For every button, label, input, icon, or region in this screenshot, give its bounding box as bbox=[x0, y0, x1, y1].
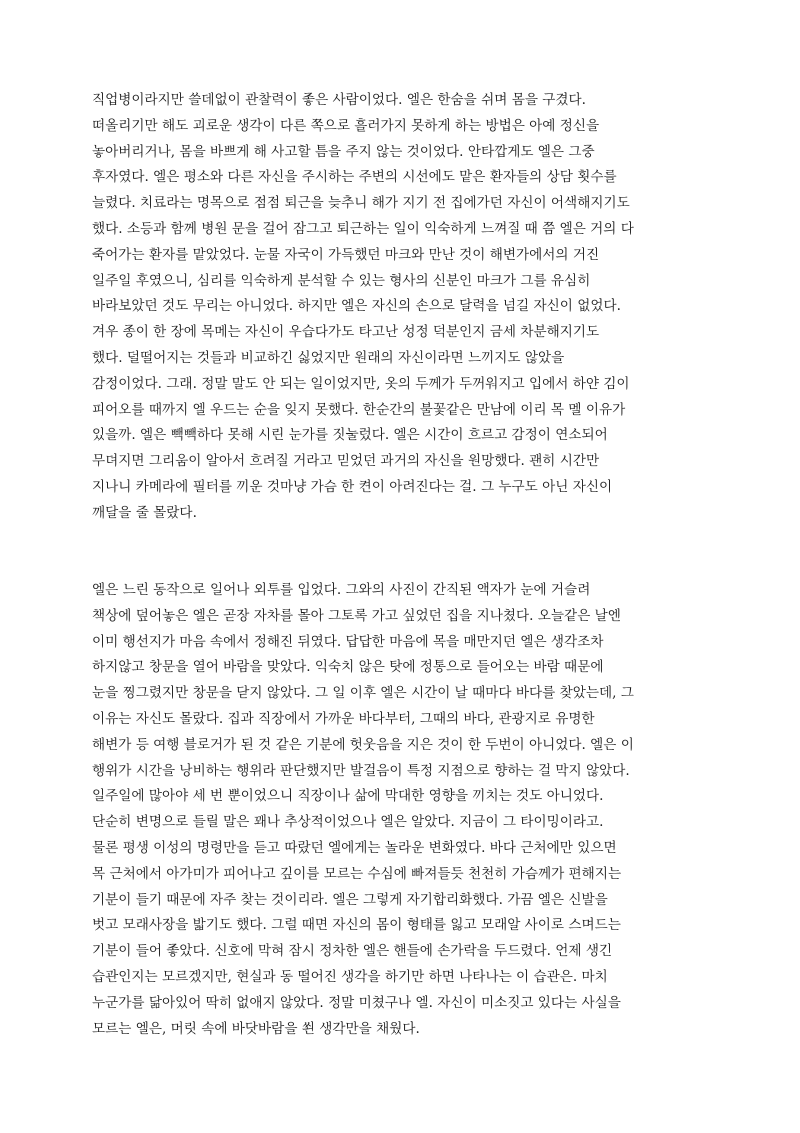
text-line: 늘렸다. 치료라는 명목으로 점점 퇴근을 늦추니 해가 지기 전 집에가던 자신이 어색해지기도 bbox=[92, 195, 630, 212]
text-line: 모르는 엘은, 머릿 속에 바닷바람을 쐰 생각만을 채웠다. bbox=[92, 1020, 420, 1037]
text-line: 물론 평생 이성의 명령만을 듣고 따랐던 엘에게는 놀라운 변화였다. 바다 근처에만 있으면 bbox=[92, 839, 617, 856]
paragraph-2 bbox=[92, 578, 732, 1042]
text-line: 이유는 자신도 몰랐다. 집과 직장에서 가까운 바다부터, 그때의 바다, 관광지로 유명한 bbox=[92, 710, 595, 727]
text-line: 후자였다. 엘은 평소와 다른 자신을 주시하는 주변의 시선에도 맡은 환자들의 상담 횟수를 bbox=[92, 169, 617, 186]
text-line: 떠올리기만 해도 괴로운 생각이 다른 쪽으로 흘러가지 못하게 하는 방법은 아예 정신을 bbox=[92, 117, 600, 134]
text-line: 행위가 시간을 낭비하는 행위라 판단했지만 발걸음이 특정 지점으로 향하는 걸 막지 않았다. bbox=[92, 762, 630, 779]
text-line: 바라보았던 것도 무리는 아니었다. 하지만 엘은 자신의 손으로 달력을 넘길 자신이 없었다. bbox=[92, 298, 621, 315]
text-line: 놓아버리거나, 몸을 바쁘게 해 사고할 틈을 주지 않는 것이었다. 안타깝게도 엘은 그중 bbox=[92, 143, 595, 160]
text-line: 했다. 소등과 함께 병원 문을 걸어 잠그고 퇴근하는 일이 익숙하게 느껴질 때 쯤 엘은 거의 다 bbox=[92, 220, 634, 237]
text-line: 엘은 느린 동작으로 일어나 외투를 입었다. 그와의 사진이 간직된 액자가 눈에 거슬려 bbox=[92, 582, 591, 598]
text-line: 하지않고 창문을 열어 바람을 맞았다. 익숙치 않은 탓에 정통으로 들어오는 바람 때문에 bbox=[92, 659, 604, 676]
text-line: 했다. 덜떨어지는 것들과 비교하긴 싫었지만 원래의 자신이라면 느끼지도 않았을 bbox=[92, 349, 565, 366]
text-line: 벗고 모래사장을 밟기도 했다. 그럴 때면 자신의 몸이 형태를 잃고 모래알 사이로 스며드는 bbox=[92, 917, 621, 934]
text-line: 있을까. 엘은 빽빽하다 못해 시린 눈가를 짓눌렀다. 엘은 시간이 흐르고 감정이 연소되어 bbox=[92, 427, 608, 444]
text-line: 무뎌지면 그리움이 알아서 흐려질 거라고 믿었던 과거의 자신을 원망했다. 괜히 시간만 bbox=[92, 453, 600, 470]
text-line: 피어오를 때까지 엘 우드는 순을 잊지 못했다. 한순간의 불꽃같은 만남에 이리 목 멜 이유가 bbox=[92, 401, 626, 418]
text-line: 일주일에 많아야 세 번 뿐이었으니 직장이나 삶에 막대한 영향을 끼치는 것도 아니었다. bbox=[92, 788, 604, 805]
text-line: 누군가를 닮아있어 딱히 없애지 않았다. 정말 미쳤구나 엘. 자신이 미소짓고 있다는 사실을 bbox=[92, 994, 621, 1011]
text-line: 해변가 등 여행 블로거가 된 것 같은 기분에 헛웃음을 지은 것이 한 두번이 아니었다. 엘은 이 bbox=[92, 736, 634, 753]
text-line: 책상에 덮어놓은 엘은 곧장 자차를 몰아 그토록 가고 싶었던 집을 지나쳤다. 오늘같은 날엔 bbox=[92, 607, 621, 624]
paragraph-1 bbox=[92, 88, 732, 527]
text-line: 일주일 후였으니, 심리를 익숙하게 분석할 수 있는 형사의 신분인 마크가 그를 유심히 bbox=[92, 272, 591, 289]
text-line: 기분이 들기 때문에 자주 찾는 것이리라. 엘은 그렇게 자기합리화했다. 가끔 엘은 신발을 bbox=[92, 891, 608, 908]
text-line: 죽어가는 환자를 맡았었다. 눈물 자국이 가득했던 마크와 만난 것이 해변가에서의 거진 bbox=[92, 246, 600, 263]
text-line: 목 근처에서 아가미가 피어나고 깊이를 모르는 수심에 빠져들듯 천천히 가슴께가 편해지는 bbox=[92, 865, 622, 882]
text-line: 겨우 종이 한 장에 목메는 자신이 우습다가도 타고난 성정 덕분인지 금세 차분해지기도 bbox=[92, 324, 600, 341]
text-line: 직업병이라지만 쓸데없이 관찰력이 좋은 사람이었다. 엘은 한숨을 쉬며 몸을 구겼다. bbox=[92, 92, 587, 108]
text-line: 지나니 카메라에 필터를 끼운 것마냥 가슴 한 켠이 아려진다는 걸. 그 누구도 아닌 자신이 bbox=[92, 478, 613, 495]
text-line: 기분이 들어 좋았다. 신호에 막혀 잠시 정차한 엘은 핸들에 손가락을 두드렸다. 언제 생긴 bbox=[92, 943, 613, 960]
text-line: 습관인지는 모르겠지만, 현실과 동 떨어진 생각을 하기만 하면 나타나는 이 습관은. 마치 bbox=[92, 968, 608, 985]
text-line: 눈을 찡그렸지만 창문을 닫지 않았다. 그 일 이후 엘은 시간이 날 때마다 바다를 찾았는데, 그 bbox=[92, 685, 634, 702]
text-line: 감정이었다. 그래. 정말 말도 안 되는 일이었지만, 옷의 두께가 두꺼워지고 입에서 하얀 김이 bbox=[92, 375, 630, 392]
text-line: 깨달을 줄 몰랐다. bbox=[92, 504, 197, 521]
text-line: 이미 행선지가 마음 속에서 정해진 뒤였다. 답답한 마음에 목을 매만지던 엘은 생각조차 bbox=[92, 633, 604, 650]
text-line: 단순히 변명으로 들릴 말은 꽤나 추상적이었으나 엘은 알았다. 지금이 그 타이밍이라고. bbox=[92, 814, 604, 831]
